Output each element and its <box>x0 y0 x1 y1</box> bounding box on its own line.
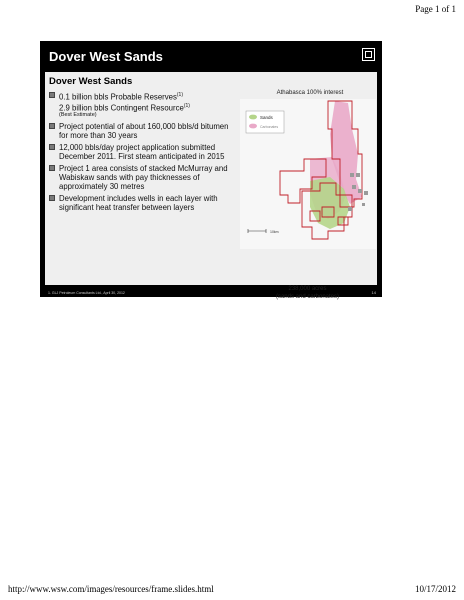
bullet-item <box>49 122 229 140</box>
scale-label: 10km <box>270 230 279 234</box>
map-caption <box>245 285 370 301</box>
map-title: Athabasca 100% interest <box>276 90 344 96</box>
bullet-text: Project potential of about 160,000 bbls/d bitumen for more than 30 years <box>59 122 229 141</box>
page-indicator: Page 1 of 1 <box>415 4 456 14</box>
bullet-square-icon <box>49 123 55 129</box>
caption-line-1: 238,000 acres <box>288 286 327 292</box>
bullet-item <box>49 194 229 212</box>
bullet-text: Project 1 area consists of stacked McMurray and Wabiskaw sands with pay thicknesses of approximately 30 metres <box>59 164 228 192</box>
bullet-subnote: (Best Estimate) <box>59 112 97 119</box>
slide-title: Dover West Sands <box>49 49 163 64</box>
bullet-square-icon <box>49 165 55 171</box>
page-url: http://www.wsw.com/images/resources/frame.slides.html <box>8 584 214 594</box>
slide-footnote: 1. GLJ Petroleum Consultants Ltd., April 30, 2012 <box>48 291 125 295</box>
caption-line-2: (sands and carbonates) <box>275 294 340 300</box>
footnote-marker: (1) <box>183 102 190 109</box>
bullet-list <box>49 91 229 215</box>
bullet-square-icon <box>49 195 55 201</box>
bullet-square-icon <box>49 144 55 150</box>
lease-map <box>240 99 376 249</box>
legend-carbonates-label: Carbonates <box>260 125 279 129</box>
bullet-text: Development includes wells in each layer with significant heat transfer between layers <box>59 194 218 213</box>
bullet-text: 12,000 bbls/day project application submitted December 2011. First steam anticipated in 2015 <box>59 143 225 162</box>
bullet-text-line2: 2.9 billion bbls Contingent Resource <box>59 103 184 113</box>
bullet-item <box>49 91 229 119</box>
bullet-text: 0.1 billion bbls Probable Reserves <box>59 92 177 102</box>
bullet-item <box>49 164 229 191</box>
bullet-item <box>49 143 229 161</box>
slide <box>40 41 382 300</box>
print-date: 10/17/2012 <box>414 584 456 594</box>
content-heading: Dover West Sands <box>49 76 133 87</box>
company-logo-icon <box>362 48 375 61</box>
footnote-marker: (1) <box>176 92 184 98</box>
slide-number: 14 <box>371 290 376 295</box>
bullet-square-icon <box>49 92 55 98</box>
legend-sands-label: Sands <box>260 115 273 120</box>
